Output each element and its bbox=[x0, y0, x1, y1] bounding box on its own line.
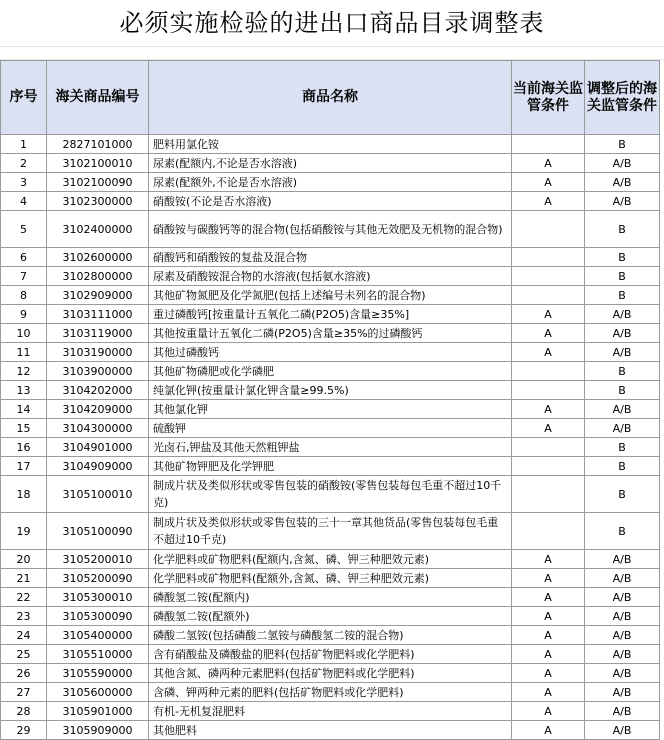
table-body bbox=[1, 135, 660, 740]
row-number: 12 bbox=[1, 362, 47, 381]
hs-code: 3102100090 bbox=[47, 173, 149, 192]
product-name: 硫酸钾 bbox=[149, 419, 512, 438]
table-row bbox=[1, 248, 660, 267]
adjusted-condition: A/B bbox=[585, 607, 660, 626]
table-row bbox=[1, 362, 660, 381]
product-name: 硝酸钙和硝酸铵的复盐及混合物 bbox=[149, 248, 512, 267]
row-number: 15 bbox=[1, 419, 47, 438]
table-row bbox=[1, 476, 660, 513]
product-name: 制成片状及类似形状或零售包装的硝酸铵(零售包装每包毛重不超过10千克) bbox=[149, 476, 512, 513]
product-name: 磷酸氢二铵(配额内) bbox=[149, 588, 512, 607]
table-row bbox=[1, 324, 660, 343]
table-row bbox=[1, 286, 660, 305]
product-name: 其他矿物氮肥及化学氮肥(包括上述编号未列名的混合物) bbox=[149, 286, 512, 305]
product-name: 含有硝酸盐及磷酸盐的肥料(包括矿物肥料或化学肥料) bbox=[149, 645, 512, 664]
table-row bbox=[1, 173, 660, 192]
current-condition bbox=[512, 457, 585, 476]
current-condition bbox=[512, 438, 585, 457]
adjusted-condition: A/B bbox=[585, 324, 660, 343]
hs-code: 3104202000 bbox=[47, 381, 149, 400]
header-current-condition: 当前海关监管条件 bbox=[512, 61, 585, 135]
adjusted-condition: B bbox=[585, 476, 660, 513]
table-row bbox=[1, 645, 660, 664]
row-number: 11 bbox=[1, 343, 47, 362]
adjusted-condition: A/B bbox=[585, 343, 660, 362]
current-condition bbox=[512, 211, 585, 248]
row-number: 27 bbox=[1, 683, 47, 702]
header-name: 商品名称 bbox=[149, 61, 512, 135]
product-name: 硝酸铵(不论是否水溶液) bbox=[149, 192, 512, 211]
row-number: 18 bbox=[1, 476, 47, 513]
current-condition: A bbox=[512, 550, 585, 569]
hs-code: 3104300000 bbox=[47, 419, 149, 438]
current-condition bbox=[512, 476, 585, 513]
adjusted-condition: A/B bbox=[585, 419, 660, 438]
adjusted-condition: B bbox=[585, 267, 660, 286]
header-code: 海关商品编号 bbox=[47, 61, 149, 135]
row-number: 1 bbox=[1, 135, 47, 154]
product-name: 其他按重量计五氧化二磷(P2O5)含量≥35%的过磷酸钙 bbox=[149, 324, 512, 343]
table-row bbox=[1, 211, 660, 248]
table-row bbox=[1, 457, 660, 476]
current-condition: A bbox=[512, 664, 585, 683]
product-name: 尿素(配额内,不论是否水溶液) bbox=[149, 154, 512, 173]
product-name: 纯氯化钾(按重量计氯化钾含量≥99.5%) bbox=[149, 381, 512, 400]
current-condition: A bbox=[512, 721, 585, 740]
product-name: 含磷、钾两种元素的肥料(包括矿物肥料或化学肥料) bbox=[149, 683, 512, 702]
adjusted-condition: A/B bbox=[585, 645, 660, 664]
current-condition bbox=[512, 513, 585, 550]
row-number: 25 bbox=[1, 645, 47, 664]
adjusted-condition: A/B bbox=[585, 683, 660, 702]
adjusted-condition: A/B bbox=[585, 400, 660, 419]
product-name: 磷酸二氢铵(包括磷酸二氢铵与磷酸氢二铵的混合物) bbox=[149, 626, 512, 645]
adjusted-condition: A/B bbox=[585, 569, 660, 588]
current-condition: A bbox=[512, 324, 585, 343]
hs-code: 3104209000 bbox=[47, 400, 149, 419]
table-row bbox=[1, 664, 660, 683]
row-number: 20 bbox=[1, 550, 47, 569]
hs-code: 3105909000 bbox=[47, 721, 149, 740]
adjusted-condition: A/B bbox=[585, 550, 660, 569]
current-condition: A bbox=[512, 702, 585, 721]
adjusted-condition: B bbox=[585, 438, 660, 457]
current-condition bbox=[512, 267, 585, 286]
current-condition: A bbox=[512, 607, 585, 626]
adjusted-condition: A/B bbox=[585, 588, 660, 607]
hs-code: 3102300000 bbox=[47, 192, 149, 211]
row-number: 6 bbox=[1, 248, 47, 267]
table-row bbox=[1, 683, 660, 702]
row-number: 26 bbox=[1, 664, 47, 683]
adjusted-condition: A/B bbox=[585, 192, 660, 211]
row-number: 8 bbox=[1, 286, 47, 305]
hs-code: 3103119000 bbox=[47, 324, 149, 343]
adjusted-condition: B bbox=[585, 286, 660, 305]
header-adjusted-condition: 调整后的海关监管条件 bbox=[585, 61, 660, 135]
product-name: 光卤石,钾盐及其他天然粗钾盐 bbox=[149, 438, 512, 457]
adjusted-condition: B bbox=[585, 381, 660, 400]
product-name: 其他氯化钾 bbox=[149, 400, 512, 419]
row-number: 19 bbox=[1, 513, 47, 550]
hs-code: 3105510000 bbox=[47, 645, 149, 664]
adjusted-condition: B bbox=[585, 211, 660, 248]
table-row bbox=[1, 702, 660, 721]
current-condition: A bbox=[512, 173, 585, 192]
adjusted-condition: A/B bbox=[585, 626, 660, 645]
adjusted-condition: B bbox=[585, 513, 660, 550]
hs-code: 3105300010 bbox=[47, 588, 149, 607]
current-condition: A bbox=[512, 645, 585, 664]
table-row bbox=[1, 419, 660, 438]
row-number: 13 bbox=[1, 381, 47, 400]
product-name: 其他矿物磷肥或化学磷肥 bbox=[149, 362, 512, 381]
row-number: 10 bbox=[1, 324, 47, 343]
table-row bbox=[1, 607, 660, 626]
product-name: 磷酸氢二铵(配额外) bbox=[149, 607, 512, 626]
product-name: 化学肥料或矿物肥料(配额外,含氮、磷、钾三种肥效元素) bbox=[149, 569, 512, 588]
hs-code: 3105300090 bbox=[47, 607, 149, 626]
row-number: 7 bbox=[1, 267, 47, 286]
adjusted-condition: B bbox=[585, 248, 660, 267]
hs-code: 3103111000 bbox=[47, 305, 149, 324]
table-row bbox=[1, 135, 660, 154]
current-condition: A bbox=[512, 305, 585, 324]
hs-code: 3102100010 bbox=[47, 154, 149, 173]
header-no: 序号 bbox=[1, 61, 47, 135]
adjusted-condition: A/B bbox=[585, 702, 660, 721]
hs-code: 3102800000 bbox=[47, 267, 149, 286]
commodity-table bbox=[0, 60, 660, 740]
product-name: 制成片状及类似形状或零售包装的三十一章其他货品(零售包装每包毛重不超过10千克) bbox=[149, 513, 512, 550]
table-row bbox=[1, 513, 660, 550]
adjusted-condition: B bbox=[585, 135, 660, 154]
table-row bbox=[1, 550, 660, 569]
product-name: 其他肥料 bbox=[149, 721, 512, 740]
hs-code: 3102909000 bbox=[47, 286, 149, 305]
product-name: 其他含氮、磷两种元素肥料(包括矿物肥料或化学肥料) bbox=[149, 664, 512, 683]
hs-code: 3104901000 bbox=[47, 438, 149, 457]
row-number: 22 bbox=[1, 588, 47, 607]
table-row bbox=[1, 721, 660, 740]
table-row bbox=[1, 381, 660, 400]
adjusted-condition: B bbox=[585, 457, 660, 476]
product-name: 尿素及硝酸铵混合物的水溶液(包括氨水溶液) bbox=[149, 267, 512, 286]
adjusted-condition: A/B bbox=[585, 173, 660, 192]
table-row bbox=[1, 267, 660, 286]
adjusted-condition: A/B bbox=[585, 154, 660, 173]
row-number: 23 bbox=[1, 607, 47, 626]
hs-code: 3105200010 bbox=[47, 550, 149, 569]
current-condition bbox=[512, 248, 585, 267]
hs-code: 3102400000 bbox=[47, 211, 149, 248]
hs-code: 3105600000 bbox=[47, 683, 149, 702]
current-condition: A bbox=[512, 400, 585, 419]
row-number: 4 bbox=[1, 192, 47, 211]
current-condition: A bbox=[512, 154, 585, 173]
current-condition: A bbox=[512, 588, 585, 607]
row-number: 24 bbox=[1, 626, 47, 645]
page-title: 必须实施检验的进出口商品目录调整表 bbox=[0, 0, 664, 47]
product-name: 硝酸铵与碳酸钙等的混合物(包括硝酸铵与其他无效肥及无机物的混合物) bbox=[149, 211, 512, 248]
current-condition: A bbox=[512, 569, 585, 588]
current-condition bbox=[512, 286, 585, 305]
product-name: 化学肥料或矿物肥料(配额内,含氮、磷、钾三种肥效元素) bbox=[149, 550, 512, 569]
hs-code: 3105901000 bbox=[47, 702, 149, 721]
table-row bbox=[1, 588, 660, 607]
row-number: 28 bbox=[1, 702, 47, 721]
row-number: 3 bbox=[1, 173, 47, 192]
hs-code: 3105200090 bbox=[47, 569, 149, 588]
product-name: 有机-无机复混肥料 bbox=[149, 702, 512, 721]
table-row bbox=[1, 400, 660, 419]
row-number: 17 bbox=[1, 457, 47, 476]
current-condition: A bbox=[512, 626, 585, 645]
hs-code: 3105400000 bbox=[47, 626, 149, 645]
hs-code: 2827101000 bbox=[47, 135, 149, 154]
table-row bbox=[1, 305, 660, 324]
row-number: 16 bbox=[1, 438, 47, 457]
product-name: 重过磷酸钙[按重量计五氧化二磷(P2O5)含量≥35%] bbox=[149, 305, 512, 324]
hs-code: 3105100090 bbox=[47, 513, 149, 550]
current-condition: A bbox=[512, 419, 585, 438]
row-number: 21 bbox=[1, 569, 47, 588]
hs-code: 3104909000 bbox=[47, 457, 149, 476]
current-condition: A bbox=[512, 683, 585, 702]
table-row bbox=[1, 438, 660, 457]
adjusted-condition: A/B bbox=[585, 305, 660, 324]
table-row bbox=[1, 626, 660, 645]
table-row bbox=[1, 154, 660, 173]
current-condition: A bbox=[512, 192, 585, 211]
current-condition bbox=[512, 135, 585, 154]
row-number: 14 bbox=[1, 400, 47, 419]
table-row bbox=[1, 343, 660, 362]
hs-code: 3103190000 bbox=[47, 343, 149, 362]
row-number: 5 bbox=[1, 211, 47, 248]
table-row bbox=[1, 569, 660, 588]
product-name: 肥料用氯化铵 bbox=[149, 135, 512, 154]
blank-row bbox=[0, 47, 664, 60]
adjusted-condition: A/B bbox=[585, 664, 660, 683]
hs-code: 3103900000 bbox=[47, 362, 149, 381]
hs-code: 3105100010 bbox=[47, 476, 149, 513]
product-name: 尿素(配额外,不论是否水溶液) bbox=[149, 173, 512, 192]
table-row bbox=[1, 192, 660, 211]
row-number: 9 bbox=[1, 305, 47, 324]
current-condition: A bbox=[512, 343, 585, 362]
row-number: 2 bbox=[1, 154, 47, 173]
table-header-row bbox=[1, 61, 660, 135]
row-number: 29 bbox=[1, 721, 47, 740]
product-name: 其他过磷酸钙 bbox=[149, 343, 512, 362]
hs-code: 3102600000 bbox=[47, 248, 149, 267]
current-condition bbox=[512, 381, 585, 400]
product-name: 其他矿物钾肥及化学钾肥 bbox=[149, 457, 512, 476]
adjusted-condition: B bbox=[585, 362, 660, 381]
hs-code: 3105590000 bbox=[47, 664, 149, 683]
current-condition bbox=[512, 362, 585, 381]
adjusted-condition: A/B bbox=[585, 721, 660, 740]
